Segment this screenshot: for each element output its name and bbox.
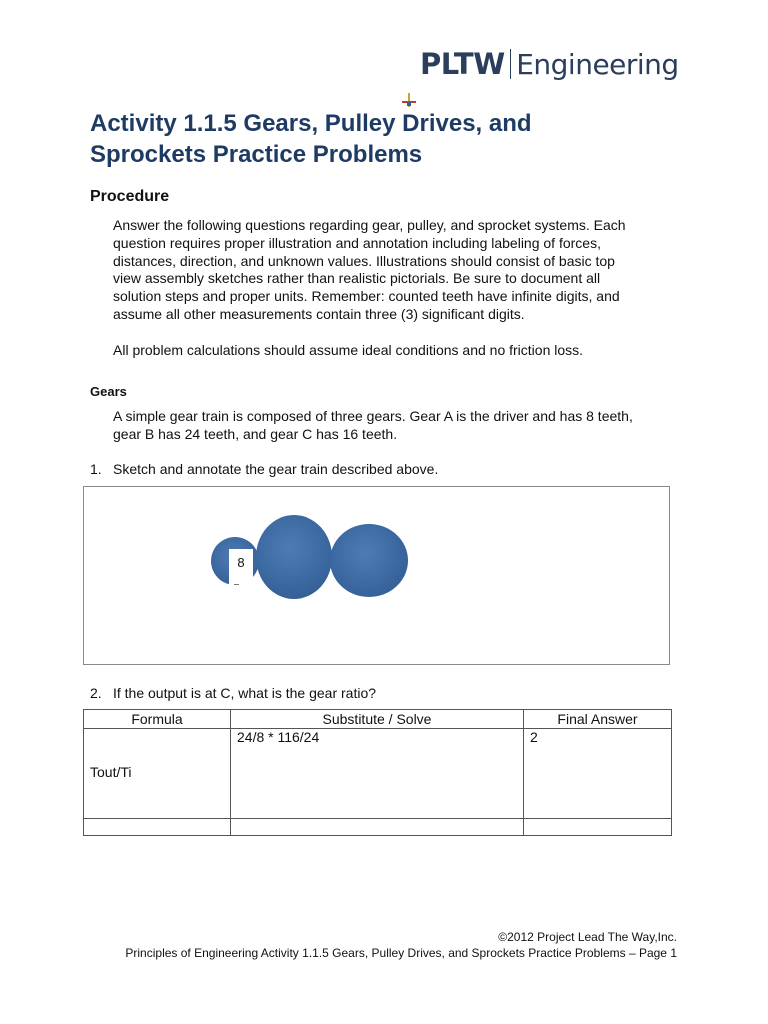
move-cursor-icon <box>402 93 416 107</box>
substitute-cell[interactable] <box>231 729 524 819</box>
title-line-2: Sprockets Practice Problems <box>90 141 423 168</box>
label-dash <box>234 584 239 585</box>
procedure-line: question requires proper illustration and annotation including labeling of forces, <box>113 234 601 251</box>
pltw-engineering-logo <box>420 44 679 84</box>
logo-brand: PLTW <box>420 47 505 81</box>
formula-value: Tout/Ti <box>90 764 132 780</box>
gear-c-shape <box>330 524 408 597</box>
question-1-number: 1. <box>90 461 102 477</box>
gears-description <box>113 408 683 444</box>
table-row <box>84 729 672 819</box>
logo-divider <box>510 49 512 79</box>
gear-a-teeth-label <box>229 549 253 587</box>
procedure-heading: Procedure <box>90 188 170 205</box>
gears-line: gear B has 24 teeth, and gear C has 16 teeth. <box>113 425 398 442</box>
empty-cell[interactable] <box>524 819 672 836</box>
header-final-answer: Final Answer <box>524 710 672 729</box>
page-title <box>90 108 690 170</box>
empty-cell[interactable] <box>84 819 231 836</box>
procedure-line: view assembly sketches rather than realistic pictorials. Be sure to document all <box>113 270 601 287</box>
footer-page-line: Principles of Engineering Activity 1.1.5 Gears, Pulley Drives, and Sprockets Practice Problems – Page 1 <box>125 946 677 960</box>
procedure-line: Answer the following questions regarding gear, pulley, and sprocket systems. Each <box>113 217 626 233</box>
final-answer-value: 2 <box>530 729 538 745</box>
gear-b-shape <box>256 515 332 599</box>
table-row-empty <box>84 819 672 836</box>
logo-subtitle: Engineering <box>516 47 679 81</box>
question-1-text: Sketch and annotate the gear train described above. <box>113 461 439 477</box>
header-substitute-solve: Substitute / Solve <box>231 710 524 729</box>
gears-heading: Gears <box>90 384 127 399</box>
header-formula: Formula <box>84 710 231 729</box>
title-line-1: Activity 1.1.5 Gears, Pulley Drives, and <box>90 110 532 137</box>
procedure-paragraph <box>113 217 683 324</box>
sketch-area[interactable] <box>83 486 670 665</box>
final-answer-cell[interactable] <box>524 729 672 819</box>
formula-cell[interactable] <box>84 729 231 819</box>
gear-a-teeth-value: 8 <box>237 555 245 570</box>
question-2-text: If the output is at C, what is the gear ratio? <box>113 685 377 701</box>
gear-ratio-table <box>83 709 672 836</box>
footer-copyright: ©2012 Project Lead The Way,Inc. <box>498 930 677 944</box>
substitute-value: 24/8 * 116/24 <box>237 729 320 745</box>
empty-cell[interactable] <box>231 819 524 836</box>
question-2-number: 2. <box>90 685 102 701</box>
procedure-line: distances, direction, and unknown values. Illustrations should consist of basic top <box>113 252 615 269</box>
gears-line: A simple gear train is composed of three gears. Gear A is the driver and has 8 teeth, <box>113 408 633 424</box>
procedure-line: solution steps and proper units. Remember: counted teeth have infinite digits, and <box>113 288 620 305</box>
procedure-line: assume all other measurements contain three (3) significant digits. <box>113 305 525 322</box>
ideal-conditions-note: All problem calculations should assume ideal conditions and no friction loss. <box>113 342 584 358</box>
